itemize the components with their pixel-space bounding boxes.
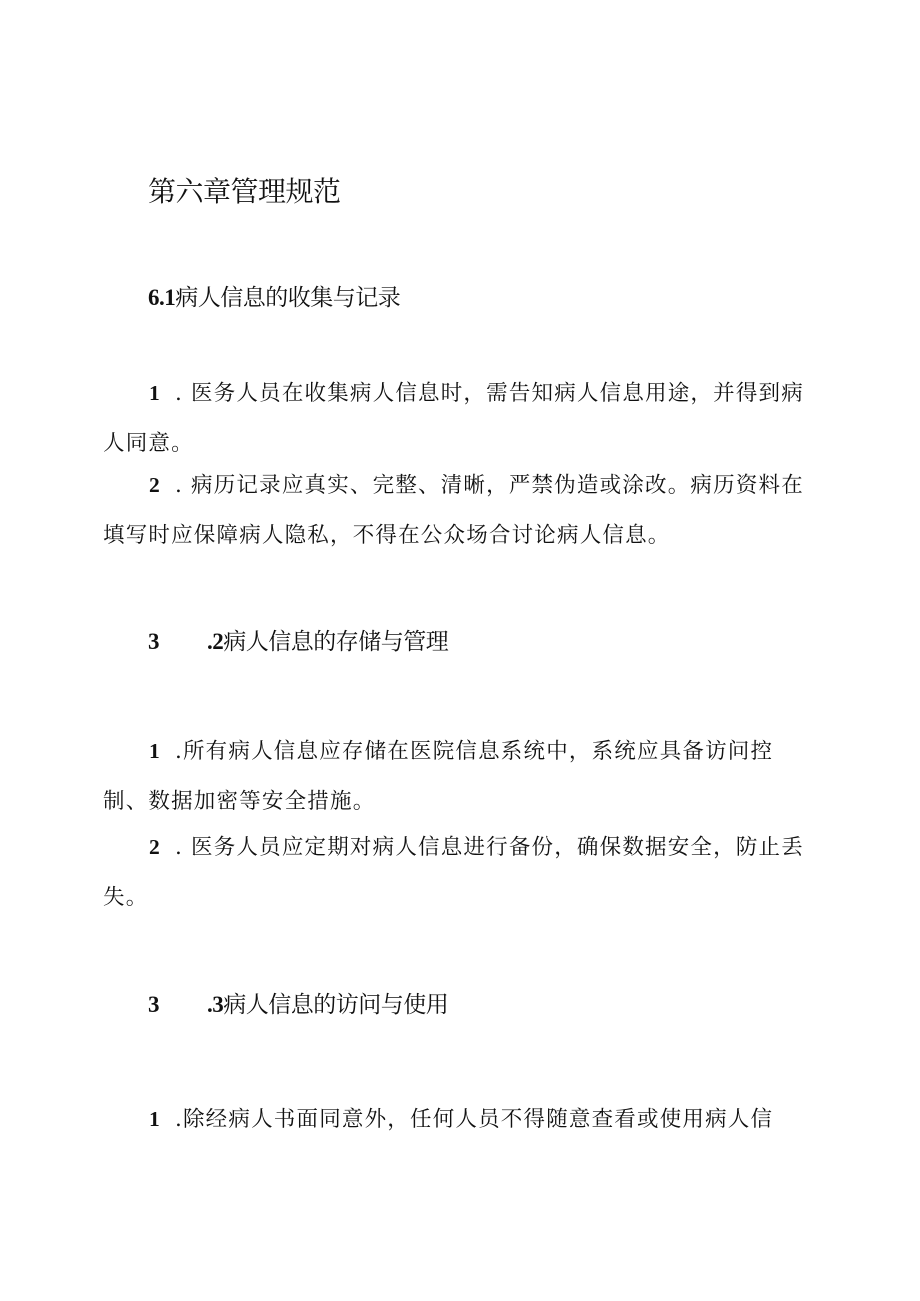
- section-title: 病人信息的访问与使用: [223, 992, 449, 1018]
- item-text: . 医务人员在收集病人信息时，需告知病人信息用途，并得到病人同意。: [103, 381, 804, 456]
- section-heading: [148, 987, 448, 1023]
- item-number: 1: [149, 381, 161, 405]
- item-number: 1: [149, 739, 161, 763]
- item-text: . 病历记录应真实、完整、清晰，严禁伪造或涂改。病历资料在填写时应保障病人隐私，不得在公众场合讨论病人信息。: [103, 473, 804, 548]
- section-number: 3: [148, 992, 159, 1017]
- item-number: 2: [149, 473, 161, 497]
- section-title: 病人信息的存储与管理: [223, 629, 449, 655]
- item-text: .所有病人信息应存储在医院信息系统中，系统应具备访问控制、数据加密等安全措施。: [103, 739, 774, 814]
- section-heading: [148, 624, 448, 660]
- section-heading: [148, 280, 400, 316]
- list-item: [103, 822, 818, 923]
- item-text: .除经病人书面同意外，任何人员不得随意查看或使用病人信: [174, 1107, 774, 1132]
- list-item: [103, 460, 818, 561]
- section-number: 6.1: [148, 285, 176, 310]
- item-number: 2: [149, 835, 161, 859]
- list-item: [103, 368, 818, 469]
- section-subnumber: .3: [207, 992, 224, 1017]
- chapter-title: 第六章管理规范: [148, 175, 341, 208]
- item-number: 1: [149, 1107, 161, 1131]
- section-number: 3: [148, 629, 159, 654]
- item-text: . 医务人员应定期对病人信息进行备份，确保数据安全，防止丢失。: [103, 835, 804, 910]
- section-subnumber: .2: [207, 629, 224, 654]
- list-item: [103, 726, 818, 827]
- section-title: 病人信息的收集与记录: [175, 285, 401, 311]
- list-item: [103, 1094, 818, 1145]
